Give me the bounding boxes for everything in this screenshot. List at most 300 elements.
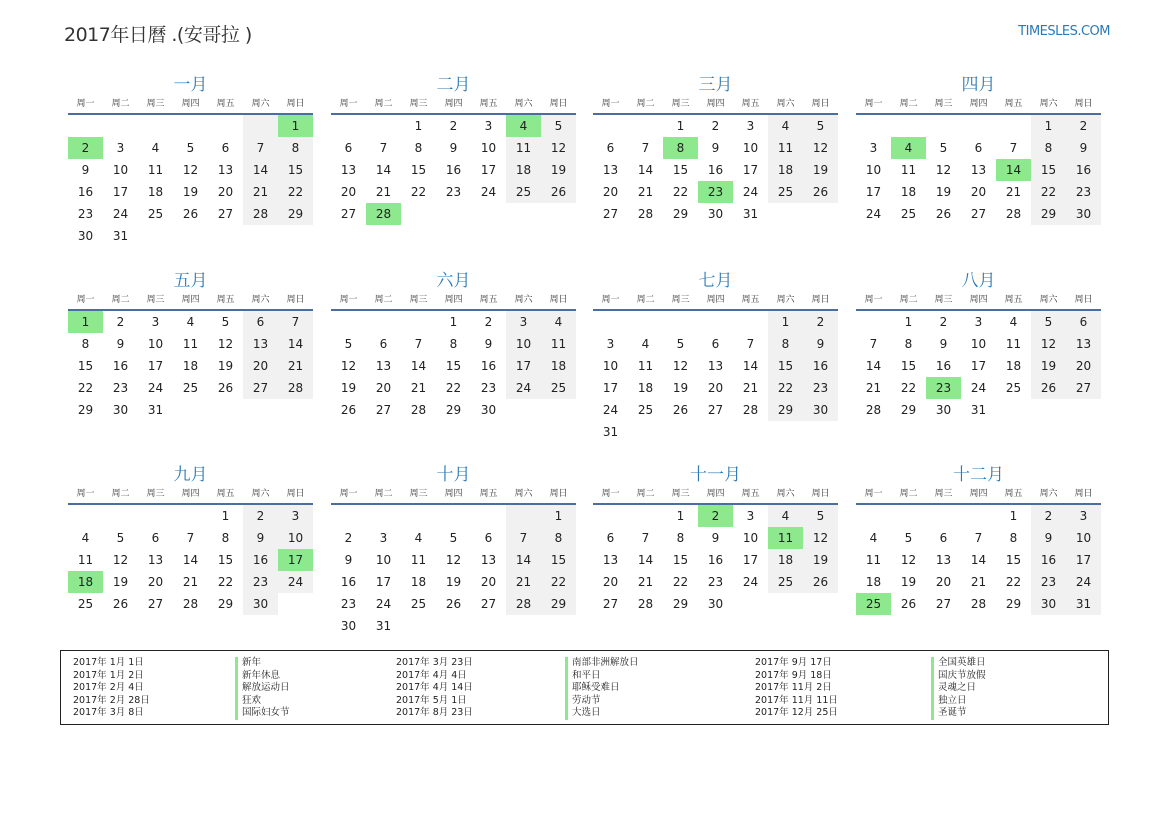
day-cell: 30: [707, 207, 724, 221]
day-cell: 29: [672, 597, 689, 611]
weekday-label: 周六: [251, 489, 270, 499]
month-title: 二月: [436, 75, 471, 95]
day-cell: 10: [742, 141, 759, 155]
day-cell: 26: [445, 597, 462, 611]
empty-day-cell: [891, 115, 926, 137]
weekday-label: 周二: [374, 295, 393, 305]
day-cell: 13: [340, 163, 357, 177]
day-cell: 10: [278, 527, 313, 549]
day-cell: 15: [410, 163, 427, 177]
day-cell: 27: [707, 403, 724, 417]
day-cell: 4: [768, 115, 803, 137]
day-cell: 25: [77, 597, 94, 611]
weekday-label: 周六: [514, 295, 533, 305]
day-cell: 9: [484, 337, 493, 351]
day-cell: 26: [1031, 377, 1066, 399]
day-cell: 9: [711, 141, 720, 155]
day-cell: 23: [1066, 181, 1101, 203]
month-9: [68, 463, 313, 615]
empty-day-cell: [856, 505, 891, 527]
day-cell: 5: [541, 115, 576, 137]
day-cell: 7: [379, 141, 388, 155]
month-title: 六月: [436, 271, 471, 291]
empty-day-cell: [103, 505, 138, 527]
day-cell: 13: [375, 359, 392, 373]
day-cell: 14: [742, 359, 759, 373]
day-cell: 4: [768, 505, 803, 527]
day-cell: 9: [116, 337, 125, 351]
holiday-name: 解放运动日: [235, 682, 290, 695]
day-cell: 11: [1005, 337, 1022, 351]
day-cell: 9: [803, 333, 838, 355]
week-row: [593, 115, 838, 137]
empty-day-cell: [926, 505, 961, 527]
day-cell: 17: [147, 359, 164, 373]
day-cell: 7: [1009, 141, 1018, 155]
week-row: [856, 377, 1101, 399]
day-cell: 11: [541, 333, 576, 355]
day-cell: 24: [1066, 571, 1101, 593]
day-cell: 8: [278, 137, 313, 159]
day-cell: 22: [1005, 575, 1022, 589]
day-cell: 12: [182, 163, 199, 177]
empty-day-cell: [173, 505, 208, 527]
day-cell: 27: [243, 377, 278, 399]
holiday-date: 2017年 5月 1日: [396, 694, 467, 706]
week-row: [331, 333, 576, 355]
day-cell: 3: [116, 141, 125, 155]
day-cell: 27: [340, 207, 357, 221]
day-cell: 22: [278, 181, 313, 203]
day-cell: 25: [147, 207, 164, 221]
day-cell: 19: [803, 159, 838, 181]
holiday-date: 2017年 3月 8日: [73, 707, 144, 718]
week-row: [331, 527, 576, 549]
weekday-label: 周三: [934, 99, 953, 109]
site-link[interactable]: TIMESLES.COM: [1018, 24, 1110, 39]
week-row: [856, 159, 1101, 181]
day-cell: 15: [1031, 159, 1066, 181]
empty-day-cell: [366, 505, 401, 527]
month-days: [856, 505, 1101, 615]
day-cell: 27: [480, 597, 497, 611]
day-cell: 27: [375, 403, 392, 417]
day-cell: 11: [506, 137, 541, 159]
day-cell: 4: [1009, 315, 1018, 329]
week-row: [68, 115, 313, 137]
holiday-date: 2017年 1月 2日: [73, 669, 144, 681]
week-row: [856, 593, 1101, 615]
day-cell: 1: [449, 315, 458, 329]
week-row: [856, 203, 1101, 225]
weekday-label: 周一: [601, 489, 620, 499]
day-cell: 24: [375, 597, 392, 611]
month-title: 十二月: [953, 465, 1004, 485]
day-cell: 7: [641, 531, 650, 545]
day-cell: 18: [865, 575, 882, 589]
holiday-day-cell: 1: [278, 115, 313, 137]
day-cell: 22: [410, 185, 427, 199]
weekday-label: 周六: [776, 295, 795, 305]
day-cell: 31: [1066, 593, 1101, 615]
day-cell: 28: [970, 597, 987, 611]
weekday-header: [331, 97, 576, 115]
weekday-label: 周二: [374, 489, 393, 499]
day-cell: 27: [147, 597, 164, 611]
holiday-name: 全国英雄日: [931, 657, 986, 670]
day-cell: 31: [742, 207, 759, 221]
day-cell: 9: [1031, 527, 1066, 549]
day-cell: 16: [340, 575, 357, 589]
day-cell: 10: [480, 141, 497, 155]
month-3: [593, 73, 838, 225]
holiday-day-cell: 23: [698, 181, 733, 203]
week-row: [68, 571, 313, 593]
week-row: [593, 203, 838, 225]
day-cell: 14: [243, 159, 278, 181]
day-cell: 1: [541, 505, 576, 527]
week-row: [856, 333, 1101, 355]
day-cell: 24: [506, 377, 541, 399]
month-days: [331, 311, 576, 421]
empty-day-cell: [173, 115, 208, 137]
empty-day-cell: [243, 115, 278, 137]
day-cell: 5: [186, 141, 195, 155]
week-row: [331, 355, 576, 377]
holiday-dates-col-2: [396, 657, 473, 720]
week-row: [331, 505, 576, 527]
day-cell: 14: [637, 163, 654, 177]
weekday-label: 周二: [374, 99, 393, 109]
day-cell: 13: [970, 163, 987, 177]
empty-day-cell: [698, 421, 733, 443]
empty-day-cell: [891, 505, 926, 527]
weekday-label: 周二: [636, 489, 655, 499]
weekday-header: [68, 487, 313, 505]
weekday-label: 周三: [146, 99, 165, 109]
empty-day-cell: [173, 225, 208, 247]
day-cell: 21: [278, 355, 313, 377]
day-cell: 16: [480, 359, 497, 373]
week-row: [68, 225, 313, 247]
day-cell: 3: [746, 509, 755, 523]
day-cell: 30: [243, 593, 278, 615]
day-cell: 28: [637, 207, 654, 221]
day-cell: 3: [506, 311, 541, 333]
day-cell: 3: [278, 505, 313, 527]
day-cell: 22: [672, 185, 689, 199]
empty-day-cell: [471, 203, 506, 225]
weekday-label: 周六: [514, 99, 533, 109]
day-cell: 10: [112, 163, 129, 177]
day-cell: 23: [445, 185, 462, 199]
holiday-names-col-3: [931, 657, 986, 720]
day-cell: 11: [410, 553, 427, 567]
weekday-label: 周五: [216, 489, 235, 499]
weekday-header: [331, 293, 576, 311]
day-cell: 24: [480, 185, 497, 199]
holiday-name: 独立日: [931, 695, 986, 708]
empty-day-cell: [366, 311, 401, 333]
empty-day-cell: [803, 593, 838, 615]
day-cell: 6: [939, 531, 948, 545]
empty-day-cell: [628, 311, 663, 333]
day-cell: 11: [637, 359, 654, 373]
day-cell: 18: [1005, 359, 1022, 373]
day-cell: 15: [1005, 553, 1022, 567]
day-cell: 7: [974, 531, 983, 545]
week-row: [856, 181, 1101, 203]
week-row: [856, 527, 1101, 549]
week-row: [68, 159, 313, 181]
week-row: [856, 399, 1101, 421]
weekday-label: 周六: [776, 489, 795, 499]
day-cell: 11: [147, 163, 164, 177]
day-cell: 17: [375, 575, 392, 589]
day-cell: 8: [1009, 531, 1018, 545]
day-cell: 21: [742, 381, 759, 395]
empty-day-cell: [68, 115, 103, 137]
day-cell: 8: [1031, 137, 1066, 159]
empty-day-cell: [208, 115, 243, 137]
day-cell: 12: [803, 137, 838, 159]
day-cell: 3: [746, 119, 755, 133]
day-cell: 6: [379, 337, 388, 351]
day-cell: 18: [506, 159, 541, 181]
day-cell: 19: [112, 575, 129, 589]
month-days: [331, 115, 576, 225]
day-cell: 17: [1066, 549, 1101, 571]
month-days: [593, 505, 838, 615]
empty-day-cell: [506, 203, 541, 225]
month-6: [331, 269, 576, 421]
holiday-date: 2017年 11月 2日: [755, 682, 832, 693]
holiday-day-cell: 4: [506, 115, 541, 137]
weekday-header: [856, 293, 1101, 311]
weekday-label: 周一: [76, 99, 95, 109]
day-cell: 3: [151, 315, 160, 329]
day-cell: 2: [803, 311, 838, 333]
day-cell: 14: [637, 553, 654, 567]
day-cell: 8: [541, 527, 576, 549]
weekday-label: 周一: [601, 295, 620, 305]
weekday-label: 周四: [706, 99, 725, 109]
empty-day-cell: [103, 115, 138, 137]
day-cell: 15: [900, 359, 917, 373]
weekday-header: [856, 97, 1101, 115]
empty-day-cell: [768, 593, 803, 615]
day-cell: 9: [243, 527, 278, 549]
weekday-label: 周日: [549, 295, 568, 305]
weekday-label: 周三: [409, 295, 428, 305]
day-cell: 30: [480, 403, 497, 417]
empty-day-cell: [768, 203, 803, 225]
day-cell: 8: [221, 531, 230, 545]
day-cell: 14: [865, 359, 882, 373]
day-cell: 8: [81, 337, 90, 351]
week-row: [593, 181, 838, 203]
day-cell: 13: [217, 163, 234, 177]
day-cell: 19: [340, 381, 357, 395]
empty-day-cell: [926, 115, 961, 137]
week-row: [68, 377, 313, 399]
day-cell: 1: [414, 119, 423, 133]
week-row: [331, 137, 576, 159]
holiday-names-col-2: [565, 657, 639, 720]
day-cell: 13: [1066, 333, 1101, 355]
day-cell: 17: [970, 359, 987, 373]
day-cell: 29: [768, 399, 803, 421]
week-row: [68, 549, 313, 571]
day-cell: 12: [935, 163, 952, 177]
day-cell: 2: [939, 315, 948, 329]
day-cell: 2: [711, 119, 720, 133]
month-days: [68, 115, 313, 247]
day-cell: 29: [541, 593, 576, 615]
day-cell: 4: [641, 337, 650, 351]
day-cell: 23: [707, 575, 724, 589]
day-cell: 5: [803, 505, 838, 527]
month-8: [856, 269, 1101, 421]
weekday-label: 周二: [899, 295, 918, 305]
empty-day-cell: [331, 311, 366, 333]
holiday-date: 2017年 2月 4日: [73, 682, 144, 693]
holiday-name: 南部非洲解放日: [565, 657, 639, 670]
week-row: [856, 549, 1101, 571]
day-cell: 13: [147, 553, 164, 567]
day-cell: 15: [445, 359, 462, 373]
day-cell: 16: [707, 553, 724, 567]
empty-day-cell: [541, 615, 576, 637]
day-cell: 21: [970, 575, 987, 589]
month-title: 三月: [698, 75, 733, 95]
day-cell: 15: [278, 159, 313, 181]
week-row: [593, 377, 838, 399]
weekday-label: 周三: [671, 489, 690, 499]
week-row: [331, 311, 576, 333]
day-cell: 21: [637, 185, 654, 199]
holiday-day-cell: 18: [68, 571, 103, 593]
day-cell: 19: [672, 381, 689, 395]
weekday-label: 周五: [1004, 489, 1023, 499]
day-cell: 19: [217, 359, 234, 373]
day-cell: 25: [541, 377, 576, 399]
empty-day-cell: [68, 505, 103, 527]
week-row: [68, 333, 313, 355]
month-days: [68, 311, 313, 421]
weekday-label: 周四: [444, 489, 463, 499]
day-cell: 6: [243, 311, 278, 333]
day-cell: 29: [1031, 203, 1066, 225]
day-cell: 27: [935, 597, 952, 611]
day-cell: 25: [768, 181, 803, 203]
day-cell: 28: [243, 203, 278, 225]
weekday-label: 周五: [479, 295, 498, 305]
day-cell: 30: [707, 597, 724, 611]
day-cell: 24: [278, 571, 313, 593]
day-cell: 1: [1031, 115, 1066, 137]
day-cell: 26: [112, 597, 129, 611]
empty-day-cell: [996, 115, 1031, 137]
holiday-name: 灵魂之日: [931, 682, 986, 695]
empty-day-cell: [541, 399, 576, 421]
weekday-label: 周二: [111, 295, 130, 305]
month-title: 一月: [173, 75, 208, 95]
day-cell: 1: [676, 509, 685, 523]
day-cell: 7: [243, 137, 278, 159]
empty-day-cell: [961, 505, 996, 527]
week-row: [68, 181, 313, 203]
day-cell: 7: [869, 337, 878, 351]
weekday-label: 周四: [181, 489, 200, 499]
week-row: [593, 159, 838, 181]
holiday-name: 和平日: [565, 670, 639, 683]
week-row: [68, 355, 313, 377]
day-cell: 20: [480, 575, 497, 589]
day-cell: 5: [449, 531, 458, 545]
empty-day-cell: [996, 399, 1031, 421]
empty-day-cell: [593, 505, 628, 527]
day-cell: 25: [182, 381, 199, 395]
holiday-day-cell: 25: [856, 593, 891, 615]
day-cell: 2: [484, 315, 493, 329]
day-cell: 2: [449, 119, 458, 133]
day-cell: 4: [541, 311, 576, 333]
day-cell: 16: [935, 359, 952, 373]
day-cell: 9: [449, 141, 458, 155]
day-cell: 6: [711, 337, 720, 351]
day-cell: 22: [1031, 181, 1066, 203]
day-cell: 9: [81, 163, 90, 177]
day-cell: 11: [768, 137, 803, 159]
day-cell: 10: [865, 163, 882, 177]
day-cell: 26: [803, 571, 838, 593]
day-cell: 17: [602, 381, 619, 395]
empty-day-cell: [961, 115, 996, 137]
day-cell: 22: [77, 381, 94, 395]
day-cell: 6: [1066, 311, 1101, 333]
day-cell: 8: [676, 531, 685, 545]
day-cell: 2: [344, 531, 353, 545]
weekday-label: 周日: [286, 295, 305, 305]
day-cell: 21: [410, 381, 427, 395]
day-cell: 25: [900, 207, 917, 221]
empty-day-cell: [243, 225, 278, 247]
day-cell: 17: [506, 355, 541, 377]
weekday-label: 周六: [1039, 489, 1058, 499]
empty-day-cell: [768, 421, 803, 443]
weekday-header: [856, 487, 1101, 505]
empty-day-cell: [401, 203, 436, 225]
day-cell: 28: [278, 377, 313, 399]
day-cell: 10: [602, 359, 619, 373]
empty-day-cell: [803, 421, 838, 443]
weekday-label: 周一: [76, 489, 95, 499]
day-cell: 7: [414, 337, 423, 351]
holiday-date: 2017年 3月 23日: [396, 657, 473, 668]
weekday-label: 周三: [409, 99, 428, 109]
weekday-label: 周六: [251, 295, 270, 305]
empty-day-cell: [401, 505, 436, 527]
day-cell: 20: [970, 185, 987, 199]
weekday-label: 周三: [934, 295, 953, 305]
month-11: [593, 463, 838, 615]
week-row: [856, 355, 1101, 377]
empty-day-cell: [173, 399, 208, 421]
empty-day-cell: [628, 115, 663, 137]
week-row: [593, 137, 838, 159]
day-cell: 13: [707, 359, 724, 373]
